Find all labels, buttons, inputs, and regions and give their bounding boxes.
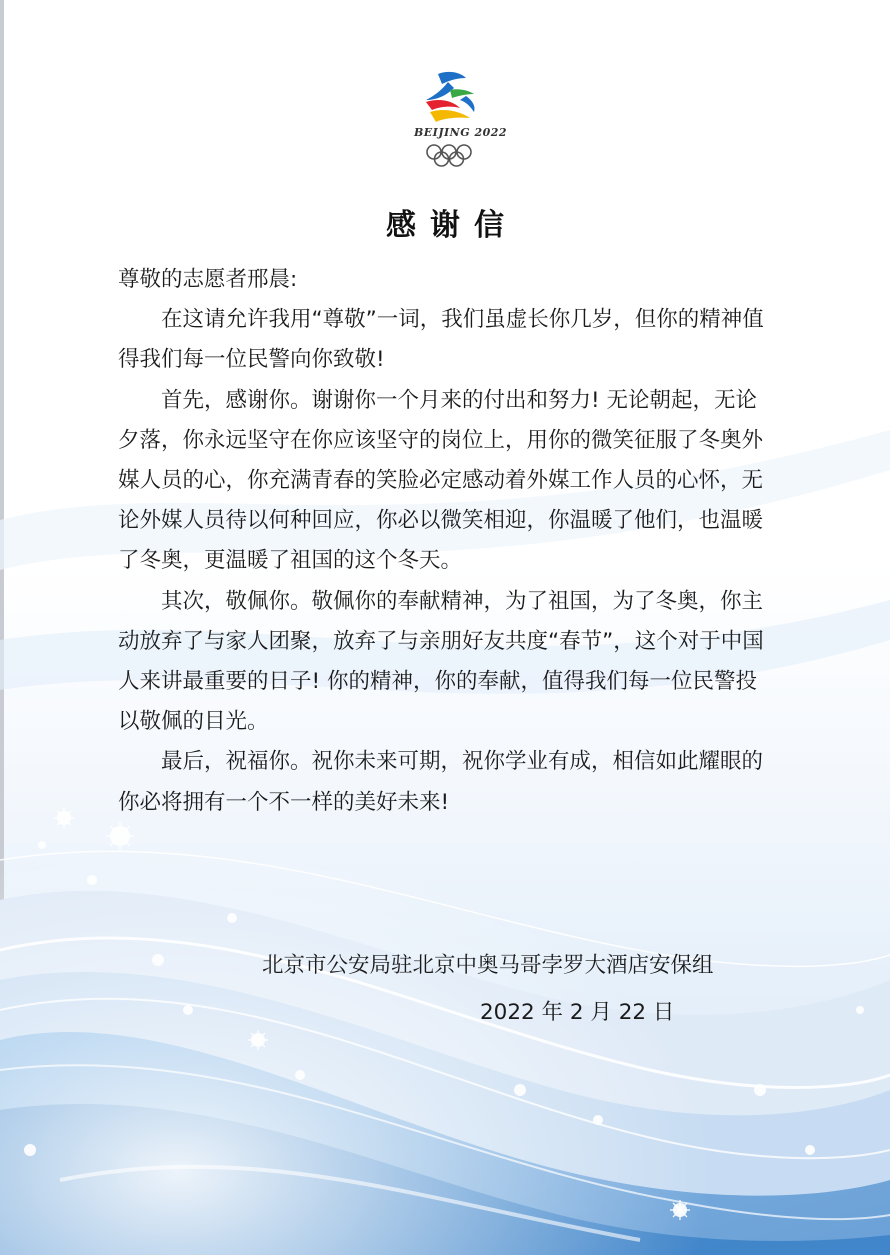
letter-paragraph: 首先，感谢你。谢谢你一个月来的付出和努力! 无论朝起，无论夕落，你永远坚守在你应该坚守的岗位上，用你的微笑征服了冬奥外媒人员的心，你充满青春的笑脸必定感动着外媒工作人员的心怀，无论外媒人员待以何种回应，你必以微笑相迎，你温暖了他们，也温暖了冬奥，更温暖了祖国的这个冬天。 (118, 387, 764, 574)
letter-salutation: 尊敬的志愿者邢晨: (118, 267, 298, 292)
letter-paragraph: 其次，敬佩你。敬佩你的奉献精神，为了祖国，为了冬奥，你主动放弃了与家人团聚，放弃了与亲朋好友共度“春节”，这个对于中国人来讲最重要的日子! 你的精神，你的奉献，值得我们每一位民警投以敬佩的目光。 (118, 588, 764, 735)
letter-paragraph: 在这请允许我用“尊敬”一词，我们虽虚长你几岁，但你的精神值得我们每一位民警向你致敬! (118, 307, 764, 373)
letter-date: 2022 年 2 月 22 日 (480, 1000, 675, 1025)
letter-title: 感谢信 (386, 208, 518, 243)
beijing-2022-emblem-icon (408, 68, 508, 168)
letter-paragraph: 最后，祝福你。祝你未来可期，祝你学业有成，相信如此耀眼的你必将拥有一个不一样的美好未来! (118, 749, 764, 815)
letter-body (118, 260, 778, 823)
letter-signature: 北京市公安局驻北京中奥马哥孛罗大酒店安保组 (262, 953, 714, 978)
emblem-wordmark: BEIJING 2022 (414, 126, 508, 139)
